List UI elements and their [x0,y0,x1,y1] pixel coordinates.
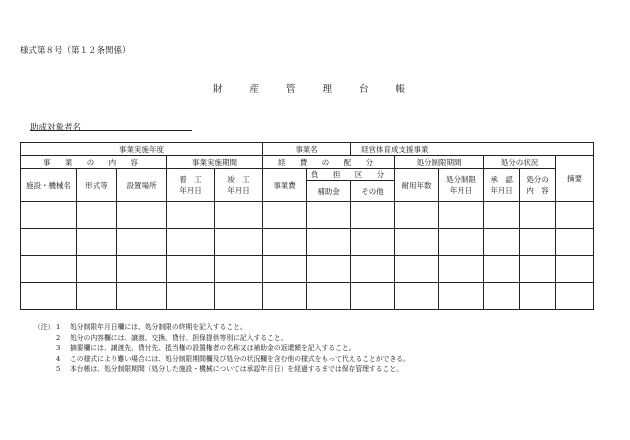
table-row [21,256,594,283]
note-item: 4 この様式により難い場合には、処分制限期間欄及び処分の状況欄を含む他の様式をもって代えることができる。 [56,354,410,363]
applicant-name-line[interactable] [30,130,192,131]
useful-life-header: 耐用年数 [395,169,439,202]
note-item: 2 処分の内容欄には、譲渡、交換、貸付、担保提供等別に記入すること。 [56,333,288,342]
notes [34,322,410,375]
table-row [21,229,594,256]
notes-lead: （注） [34,323,55,331]
disposal-limit-date-header: 処分制限 年月日 [439,169,484,202]
completion-date-header: 竣 工 年月日 [215,169,263,202]
approval-date-header: 承 認 年月日 [484,169,520,202]
form-number: 様式第８号（第１２条関係） [20,46,131,56]
disposal-content-header: 処分の 内 容 [520,169,556,202]
table-row [21,283,594,310]
applicant-label: 助成対象者名 [30,123,82,133]
burden-category-header: 負 担 区 分 [307,169,395,181]
asset-ledger-table [20,142,594,310]
project-cost-header: 事業費 [263,169,307,202]
model-header: 形式等 [77,169,117,202]
project-name-label: 事業名 [263,143,351,156]
page-title: 財 産 管 理 台 帳 [212,84,418,95]
note-item: 5 本台帳は、処分制限期間（処分した施設・機械については承認年月日）を経過するまでは保存管理すること。 [56,365,403,373]
project-name-value: 経営体育成支援事業 [351,143,594,156]
project-content-group: 事 業 の 内 容 [21,156,167,169]
project-year-label: 事業実施年度 [21,143,263,156]
other-burden-header: その他 [351,181,395,202]
expense-allocation-group: 経 費 の 配 分 [263,156,395,169]
disposal-period-group: 処分制限期間 [395,156,484,169]
table-row [21,202,594,229]
note-item: 3 摘要欄には、譲渡先、貸付先、抵当権の設置権者の名称又は補助金の返還額を記入すること。 [56,344,356,352]
facility-name-header: 施設・機械名 [21,169,77,202]
project-period-group: 事業実施期間 [167,156,263,169]
location-header: 設置場所 [117,169,167,202]
subsidy-header: 補助金 [307,181,351,202]
remarks-header: 摘要 [556,156,594,202]
start-date-header: 着 工 年月日 [167,169,215,202]
note-item: （注） 1 処分制限年月日欄には、処分制限の終期を記入すること。 [34,323,247,331]
disposal-status-group: 処分の状況 [484,156,556,169]
